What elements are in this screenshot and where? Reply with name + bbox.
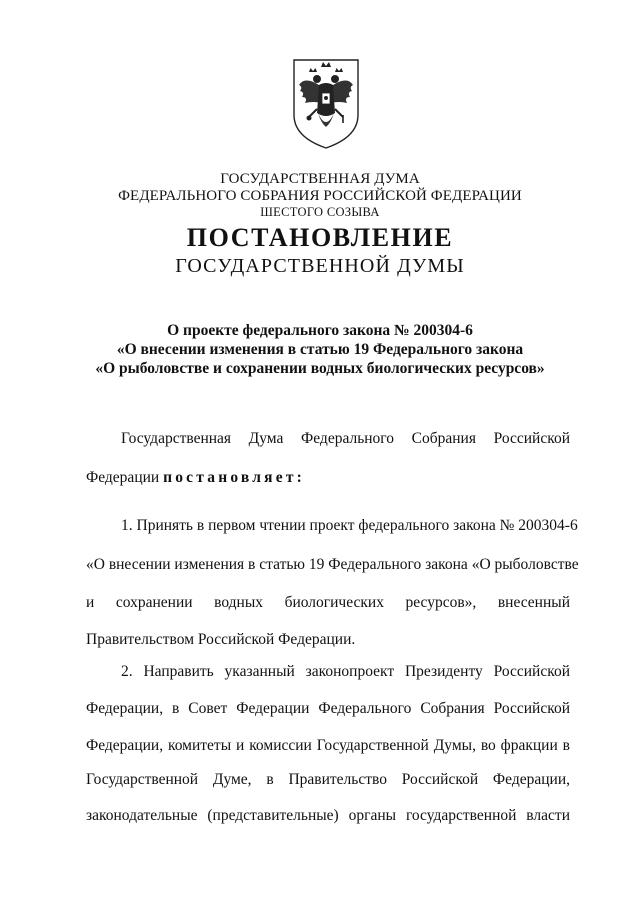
- intro-prefix: Федерации: [86, 469, 164, 486]
- para-1-line-3: и сохранении водных биологических ресурсов», внесенный: [86, 594, 570, 611]
- para-2-line-5: законодательные (представительные) органы государственной власти: [86, 807, 570, 824]
- resolves-word: постановляет:: [163, 469, 305, 486]
- subject-line-2: «О внесении изменения в статью 19 Федерального закона: [116, 341, 524, 358]
- para-2-line-4: Государственной Думе, в Правительство Российской Федерации,: [86, 771, 570, 788]
- body-name: ГОСУДАРСТВЕННАЯ ДУМА: [220, 171, 420, 187]
- para-1-line-2: «О внесении изменения в статью 19 Федерального закона «О рыболовстве: [86, 556, 579, 573]
- document-issuer: ГОСУДАРСТВЕННОЙ ДУМЫ: [175, 255, 465, 277]
- para-1-line-4: Правительством Российской Федерации.: [86, 631, 356, 648]
- intro-line-2: [86, 469, 570, 487]
- intro-line-1: Государственная Дума Федерального Собрания Российской: [121, 430, 570, 447]
- para-2-line-1: 2. Направить указанный законопроект Президенту Российской: [121, 663, 570, 680]
- document-type: ПОСТАНОВЛЕНИЕ: [186, 223, 454, 252]
- subject-line-3: «О рыболовстве и сохранении водных биологических ресурсов»: [95, 360, 545, 377]
- convocation: ШЕСТОГО СОЗЫВА: [260, 205, 380, 219]
- para-1-line-1: 1. Принять в первом чтении проект федерального закона № 200304-6: [121, 517, 578, 534]
- para-2-line-2: Федерации, в Совет Федерации Федерального Собрания Российской: [86, 700, 570, 717]
- para-2-line-3: Федерации, комитеты и комиссии Государственной Думы, во фракции в: [86, 737, 570, 754]
- coat-of-arms-icon: [291, 57, 361, 151]
- assembly-name: ФЕДЕРАЛЬНОГО СОБРАНИЯ РОССИЙСКОЙ ФЕДЕРАЦИИ: [118, 188, 522, 204]
- subject-line-1: О проекте федерального закона № 200304-6: [167, 322, 473, 339]
